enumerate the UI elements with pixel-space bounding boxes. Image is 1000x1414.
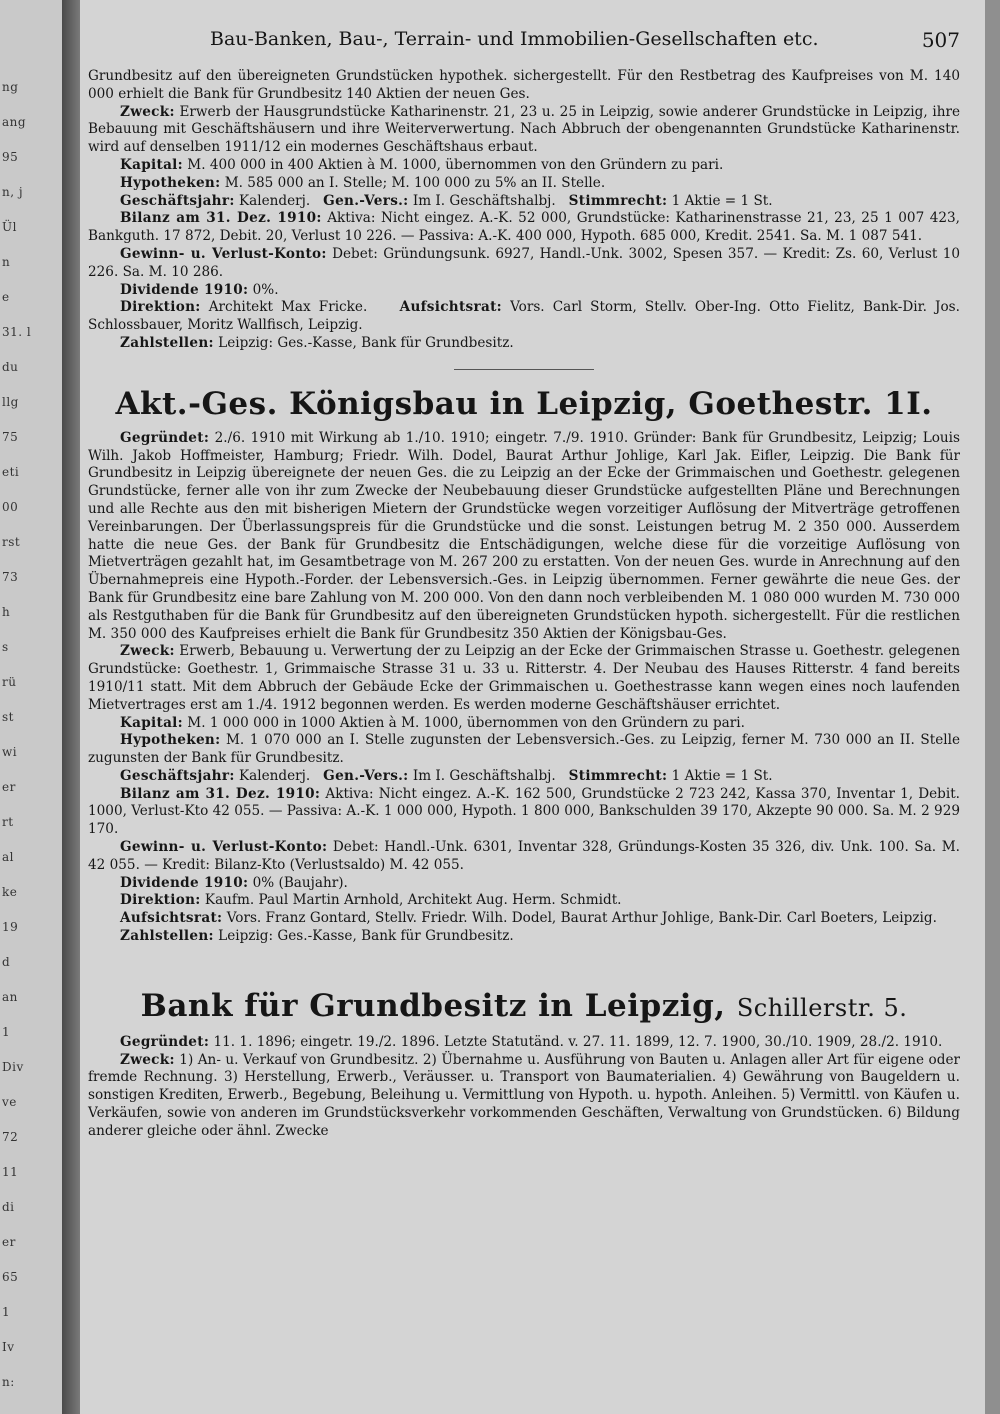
text-column xyxy=(88,68,960,1141)
facing-page-fragment: n xyxy=(2,255,11,269)
facing-page-fragment: 75 xyxy=(2,430,19,444)
book-gutter xyxy=(62,0,80,1414)
facing-page-fragment: 72 xyxy=(2,1130,19,1144)
section1-geschaeftsjahr: Geschäftsjahr: Kalenderj. Gen.-Vers.: Im I. Geschäftshalbj. Stimmrecht: 1 Aktie = 1 St. xyxy=(120,192,773,209)
facing-page-fragment: ng xyxy=(2,80,19,94)
facing-page-fragment: Ül xyxy=(2,220,17,234)
facing-page-fragment: 19 xyxy=(2,920,19,934)
section2-zahlstellen: Zahlstellen: Leipzig: Ges.-Kasse, Bank für Grundbesitz. xyxy=(120,928,514,945)
section1-bilanz: Bilanz am 31. Dez. 1910: Aktiva: Nicht eingez. A.-K. 52 000, Grundstücke: Katharinenstrasse 21, 23, 25 1 007 423, Bankguth. 17 872, Debit. 20, Verlust 10 226. — Passiva: A.-K. 400 000, Hypoth. 685 000, Kredit. 2541. Sa. M. 1 087 541. xyxy=(88,210,960,245)
facing-page-fragment: eti xyxy=(2,465,20,479)
facing-page-fragment: an xyxy=(2,990,18,1004)
facing-page-fragment: Iv xyxy=(2,1340,15,1354)
facing-page-fragment: 1 xyxy=(2,1305,11,1319)
facing-page-fragment: al xyxy=(2,850,14,864)
section3-address: Schillerstr. 5. xyxy=(736,993,908,1022)
facing-page-fragment: d xyxy=(2,955,11,969)
section1-gewinn-verlust: Gewinn- u. Verlust-Konto: Debet: Gründungsunk. 6927, Handl.-Unk. 3002, Spesen 357. — Kredit: Zs. 60, Verlust 10 226. Sa. M. 10 286. xyxy=(88,245,960,280)
section2-kapital: Kapital: M. 1 000 000 in 1000 Aktien à M. 1000, übernommen von den Gründern zu pari. xyxy=(120,714,745,731)
facing-page-fragment: rst xyxy=(2,535,21,549)
section3-zweck: Zweck: 1) An- u. Verkauf von Grundbesitz. 2) Übernahme u. Ausführung von Bauten u. Anlagen aller Art für eigene oder fremde Rechnung. 3) Herstellung, Erwerb., Veräusser. u. Transport von Baumaterialien. 4) Gewährung von Baugeldern u. sonstigen Krediten, Erwerb., Begebung, Beleihung u. Vermittlung von Hypoth. u. hypoth. Anleihen. 5) Vermittl. von Käufen u. Verkäufen, sowie von anderen im Grundstücksverkehr vorkommenden Geschäften, Verwaltung von Grundstücken. 6) Bildung anderer gleiche oder ähnl. Zwecke xyxy=(88,1051,960,1139)
section3-title: Bank für Grundbesitz in Leipzig, Schillerstr. 5. xyxy=(140,987,908,1024)
facing-page-fragment: du xyxy=(2,360,19,374)
facing-page-fragment: 1 xyxy=(2,1025,11,1039)
section1-hypotheken: Hypotheken: M. 585 000 an I. Stelle; M. 100 000 zu 5% an II. Stelle. xyxy=(120,174,606,191)
facing-page-fragment: ke xyxy=(2,885,18,899)
section1-intro: Grundbesitz auf den übereigneten Grundstücken hypothek. sichergestellt. Für den Restbetrag des Kaufpreises von M. 140 000 erhielt die Bank für Grundbesitz 140 Aktien der neuen Ges. xyxy=(88,68,960,102)
facing-page-fragment: n, j xyxy=(2,185,24,199)
section2-title: Akt.-Ges. Königsbau in Leipzig, Goethestr. 1I. xyxy=(115,385,933,422)
facing-page-fragment: n: xyxy=(2,1375,15,1389)
section1-zahlstellen: Zahlstellen: Leipzig: Ges.-Kasse, Bank für Grundbesitz. xyxy=(120,334,514,351)
section1-dividende: Dividende 1910: 0%. xyxy=(120,281,279,298)
facing-page-fragment: 11 xyxy=(2,1165,19,1179)
facing-page-fragment: er xyxy=(2,1235,16,1249)
section2-gegruendet: Gegründet: 2./6. 1910 mit Wirkung ab 1./10. 1910; eingetr. 7./9. 1910. Gründer: Bank für Grundbesitz, Leipzig; Louis Wilh. Jakob Hoffmeister, Hamburg; Friedr. Wilh. Dodel, Baurat Arthur Johlige, Karl Jak. Eifler, Leipzig. Die Bank für Grundbesitz in Leipzig übereignete der neuen Ges. die zu Leipzig an der Ecke der Grimmaischen und Goethestr. gelegenen Grundstücke, ferner alle von ihr zum Zwecke der Neubebauung dieser Grundstücke aufgestellten Pläne und Berechnungen und alle Rechte aus den mit bisherigen Mietern der Grundstücke wegen vorzeitiger Auflösung der Mitverträge getroffenen Vereinbarungen. Der Überlassungspreis für die Grundstücke und die sonst. Leistungen betrug M. 2 350 000. Ausserdem hatte die neue Ges. der Bank für Grundbesitz die Entschädigungen, welche diese für die vorzeitige Auflösung von Mietverträgen gezahlt hat, im Gesamtbetrage von M. 267 200 zu erstatten. Von der neuen Ges. wurde in Anrechnung auf den Übernahmepreis eine Hypoth.-Forder. der Lebensversich.-Ges. in Leipzig übernommen. Ferner gewährte die neue Ges. der Bank für Grundbesitz eine bare Zahlung von M. 200 000. Von den dann noch verbleibenden M. 1 080 000 wurden M. 730 000 als Restguthaben für die Bank für Grundbesitz auf den übereigneten Grundstücken hypoth. sichergestellt. Für die restlichen M. 350 000 des Kaufpreises erhielt die Bank für Grundbesitz 350 Aktien der Königsbau-Ges. xyxy=(88,429,960,642)
facing-page-fragment: rü xyxy=(2,675,17,689)
facing-page-fragment: llg xyxy=(2,395,19,409)
facing-page-fragment: st xyxy=(2,710,14,724)
section3-gegruendet: Gegründet: 11. 1. 1896; eingetr. 19./2. 1896. Letzte Statutänd. v. 27. 11. 1899, 12. 7. 1900, 30./10. 1909, 28./2. 1910. xyxy=(120,1033,943,1050)
section1-direktion: Direktion: Architekt Max Fricke. Aufsichtsrat: Vors. Carl Storm, Stellv. Ober-Ing. Otto Fielitz, Bank-Dir. Jos. Schlossbauer, Moritz Wallfisch, Leipzig. xyxy=(88,299,960,334)
facing-page-fragment: e xyxy=(2,290,10,304)
facing-page-fragment: s xyxy=(2,640,9,654)
facing-page-fragment: 95 xyxy=(2,150,19,164)
section1-zweck: Zweck: Erwerb der Hausgrundstücke Katharinenstr. 21, 23 u. 25 in Leipzig, sowie anderer Grundstücke in Leipzig, ihre Bebauung mit Geschäftshäusern und ihre Weiterverwertung. Nach Abbruch der obengenannten Grundstücke Katharinenstr. wird auf denselben 1911/12 ein modernes Geschäftshaus erbaut. xyxy=(88,103,960,156)
section2-dividende: Dividende 1910: 0% (Baujahr). xyxy=(120,874,348,891)
section2-aufsichtsrat: Aufsichtsrat: Vors. Franz Gontard, Stellv. Friedr. Wilh. Dodel, Baurat Arthur Johlige, Bank-Dir. Carl Boeters, Leipzig. xyxy=(120,910,937,927)
book-page xyxy=(80,0,985,1414)
page-number: 507 xyxy=(921,28,960,52)
running-head xyxy=(80,28,970,56)
section1-kapital: Kapital: M. 400 000 in 400 Aktien à M. 1000, übernommen von den Gründern zu pari. xyxy=(120,156,724,173)
section2-direktion: Direktion: Kaufm. Paul Martin Arnhold, Architekt Aug. Herm. Schmidt. xyxy=(120,892,622,909)
facing-page-fragment: rt xyxy=(2,815,14,829)
section-divider xyxy=(454,369,594,370)
facing-page-fragment: 00 xyxy=(2,500,19,514)
facing-page-fragment: Div xyxy=(2,1060,24,1074)
facing-page-fragment: wi xyxy=(2,745,18,759)
facing-page-fragment: 31. l xyxy=(2,325,32,339)
facing-page-fragment: er xyxy=(2,780,16,794)
facing-page-fragment: 73 xyxy=(2,570,19,584)
facing-page-fragment: di xyxy=(2,1200,15,1214)
section2-bilanz: Bilanz am 31. Dez. 1910: Aktiva: Nicht eingez. A.-K. 162 500, Grundstücke 2 723 242, Kassa 370, Inventar 1, Debit. 1000, Verlust-Kto 42 055. — Passiva: A.-K. 1 000 000, Hypoth. 1 800 000, Bankschulden 39 170, Akzepte 90 000. Sa. M. 2 929 170. xyxy=(88,785,960,838)
facing-page-fragment: ve xyxy=(2,1095,17,1109)
section2-zweck: Zweck: Erwerb, Bebauung u. Verwertung der zu Leipzig an der Ecke der Grimmaischen Strasse u. Goethestr. gelegenen Grundstücke: Goethestr. 1, Grimmaische Strasse 31 u. 33 u. Ritterstr. 4. Der Neubau des Hauses Ritterstr. 4 fand bereits 1910/11 statt. Mit dem Abbruch der Gebäude Ecke der Grimmaischen u. Goethestrasse kann wegen eines noch laufenden Mietvertrages erst am 1./4. 1912 begonnen werden. Es werden moderne Geschäftshäuser errichtet. xyxy=(88,643,960,713)
section2-geschaeftsjahr: Geschäftsjahr: Kalenderj. Gen.-Vers.: Im I. Geschäftshalbj. Stimmrecht: 1 Aktie = 1 St. xyxy=(120,767,773,784)
facing-page-edge xyxy=(0,0,63,1414)
facing-page-fragment: ang xyxy=(2,115,27,129)
running-head-title: Bau-Banken, Bau-, Terrain- und Immobilien-Gesellschaften etc. xyxy=(210,28,819,50)
section2-hypotheken: Hypotheken: M. 1 070 000 an I. Stelle zugunsten der Lebensversich.-Ges. zu Leipzig, ferner M. 730 000 an II. Stelle zugunsten der Bank für Grundbesitz. xyxy=(88,732,960,767)
section2-gewinn-verlust: Gewinn- u. Verlust-Konto: Debet: Handl.-Unk. 6301, Inventar 328, Gründungs-Kosten 35 326, div. Unk. 100. Sa. M. 42 055. — Kredit: Bilanz-Kto (Verlustsaldo) M. 42 055. xyxy=(88,839,960,873)
facing-page-fragment: h xyxy=(2,605,11,619)
facing-page-fragment: 65 xyxy=(2,1270,19,1284)
